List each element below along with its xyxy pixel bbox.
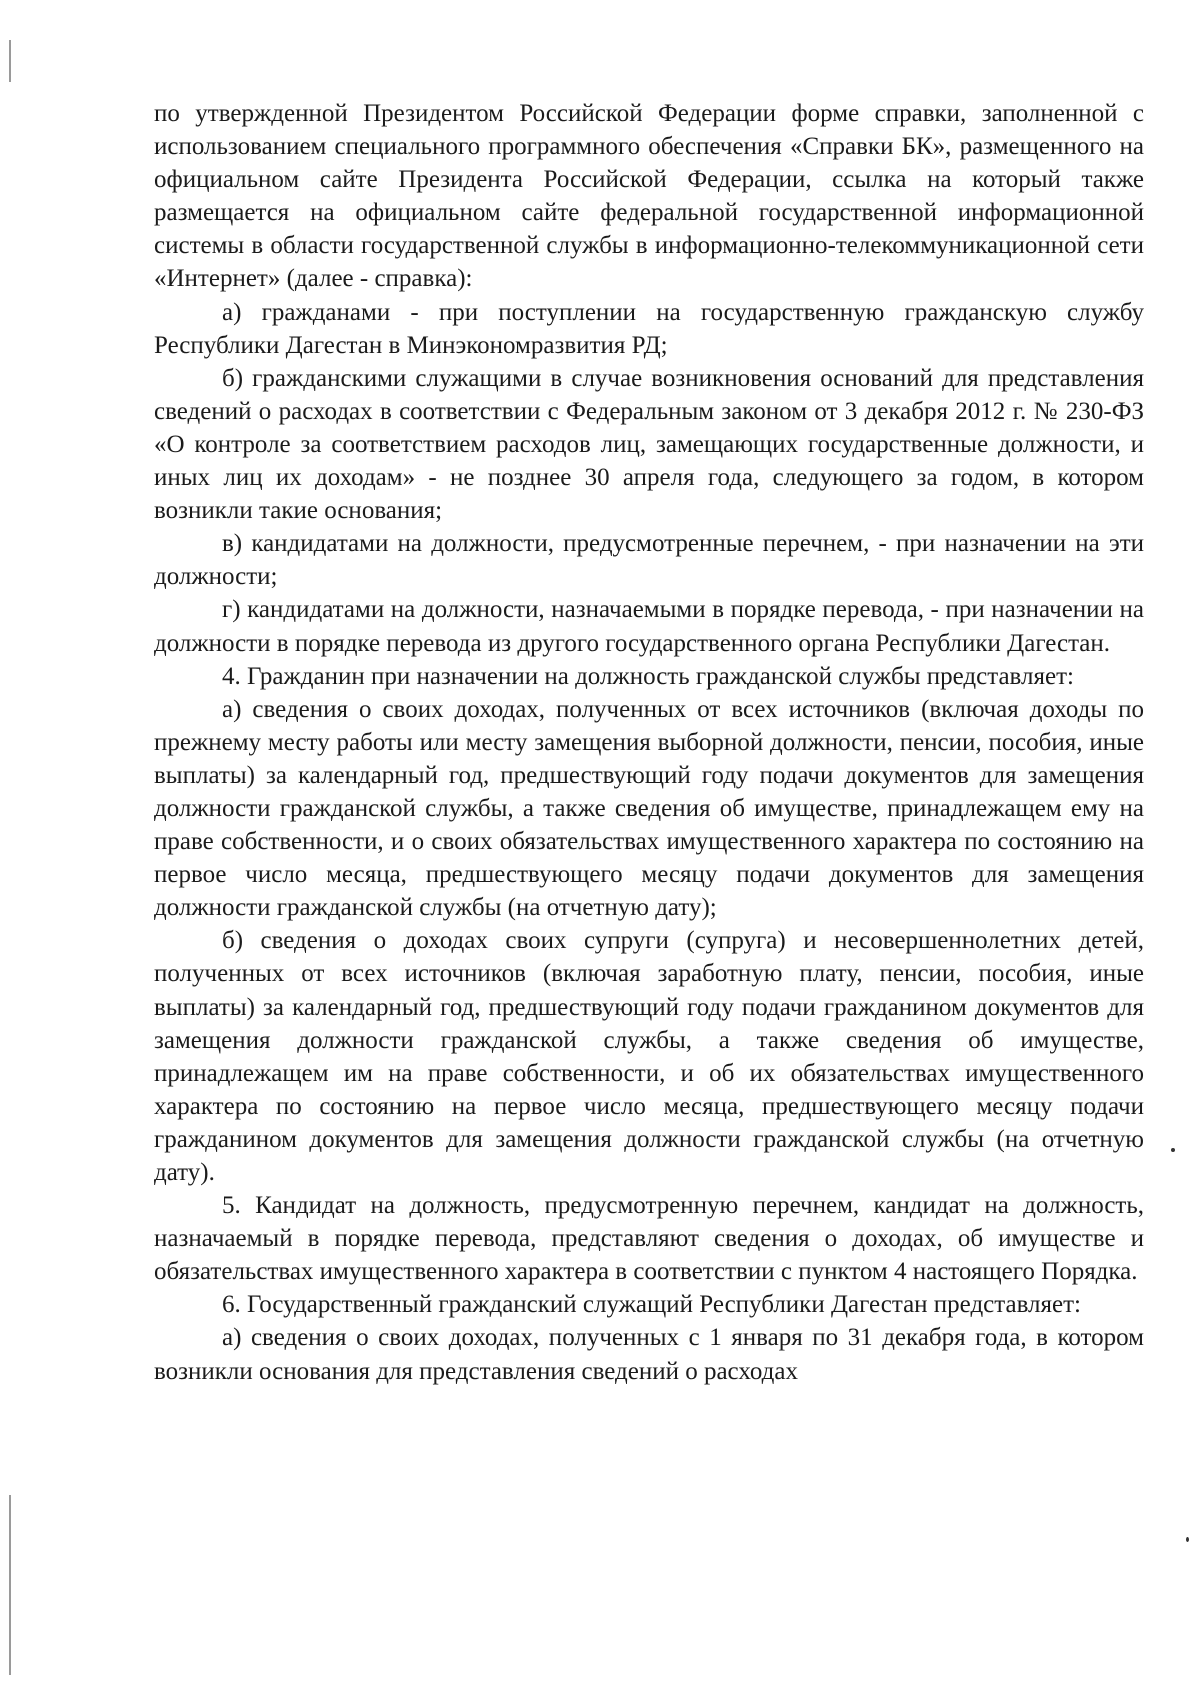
document-body (154, 97, 1144, 1388)
paragraph-item-g-transfer-candidates: г) кандидатами на должности, назначаемыми в порядке перевода, - при назначении на должности в порядке перевода из другого государственного органа Республики Дагестан. (154, 596, 1144, 657)
paragraph-item-a-citizens: а) гражданами - при поступлении на государственную гражданскую службу Республики Дагестан в Минэкономразвития РД; (154, 298, 1144, 359)
paragraph-section-4-item-b: б) сведения о доходах своих супруги (супруга) и несовершеннолетних детей, полученных от всех источников (включая заработную плату, пенсии, пособия, иные выплаты) за календарный год, предшествующий году подачи гражданином документов для замещения должности гражданской службы, а также сведения об имуществе, принадлежащем им на праве собственности, и об их обязательствах имущественного характера по состоянию на первое число месяца, предшествующего месяцу подачи гражданином документов для замещения должности гражданской службы (на отчетную дату). (154, 927, 1144, 1186)
paragraph-section-4: 4. Гражданин при назначении на должность гражданской службы представляет: (222, 662, 1074, 690)
paragraph-section-6-item-a: а) сведения о своих доходах, полученных с 1 января по 31 декабря года, в котором возникли основания для представления сведений о расходах (154, 1324, 1144, 1385)
paragraph-item-v-candidates: в) кандидатами на должности, предусмотренные перечнем, - при назначении на эти должности; (154, 530, 1144, 591)
scan-edge-mark-top (9, 40, 11, 82)
paragraph-section-5: 5. Кандидат на должность, предусмотренную перечнем, кандидат на должность, назначаемый в порядке перевода, представляют сведения о доходах, об имуществе и обязательствах имущественного характера в соответствии с пунктом 4 настоящего Порядка. (154, 1192, 1144, 1286)
paragraph-section-6: 6. Государственный гражданский служащий Республики Дагестан представляет: (222, 1291, 1081, 1319)
scan-speck-bottom-right (1186, 1537, 1189, 1542)
paragraph-item-b-civil-servants: б) гражданскими служащими в случае возникновения оснований для представления сведений о расходах в соответствии с Федеральным законом от 3 декабря 2012 г. № 230-ФЗ «О контроле за соответствием расходов лиц, замещающих государственные должности, и иных лиц их доходам» - не позднее 30 апреля года, следующего за годом, в котором возникли такие основания; (154, 364, 1144, 525)
paragraph-section-4-item-a: а) сведения о своих доходах, полученных от всех источников (включая доходы по прежнему месту работы или месту замещения выборной должности, пенсии, пособия, иные выплаты) за календарный год, предшествующий году подачи документов для замещения должности гражданской службы, а также сведения об имуществе, принадлежащем ему на праве собственности, и о своих обязательствах имущественного характера по состоянию на первое число месяца, предшествующего месяцу подачи документов для замещения должности гражданской службы (на отчетную дату); (154, 695, 1144, 922)
paragraph-intro: по утвержденной Президентом Российской Федерации форме справки, заполненной с использованием специального программного обеспечения «Справки БК», размещенного на официальном сайте Президента Российской Федерации, ссылка на который также размещается на официальном сайте федеральной государственной информационной системы в области государственной службы в информационно-телекоммуникационной сети «Интернет» (далее - справка): (154, 100, 1144, 293)
scan-edge-mark-bottom (9, 1495, 11, 1675)
scan-speck-right (1171, 1148, 1175, 1152)
